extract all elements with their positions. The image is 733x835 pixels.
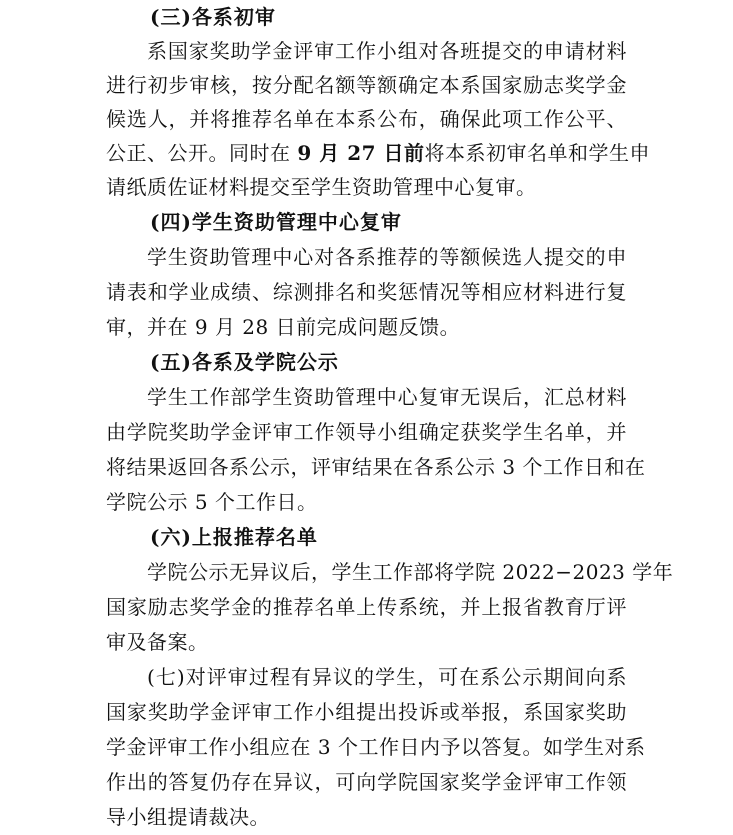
section-3-line-2: 进行初步审核，按分配名额等额确定本系国家励志奖学金 (106, 73, 627, 97)
section-3-line-4-post: 将本系初审名单和学生申 (424, 141, 650, 165)
section-4-line-3: 审，并在 9 月 28 日前完成问题反馈。 (106, 315, 461, 339)
section-3-line-3: 候选人，并将推荐名单在本系公布，确保此项工作公平、 (106, 107, 627, 131)
section-3-line-4-pre: 公正、公开。同时在 (106, 141, 298, 165)
section-5-line-3: 将结果返回各系公示，评审结果在各系公示 3 个工作日和在 (106, 455, 646, 479)
section-7-line-3: 学金评审工作小组应在 3 个工作日内予以答复。如学生对系 (106, 735, 646, 759)
section-6-line-3: 审及备案。 (106, 630, 209, 654)
section-3-deadline: 9 月 27 日前 (297, 141, 425, 165)
section-4-heading: (四)学生资助管理中心复审 (150, 210, 402, 234)
section-7-line-1: (七)对评审过程有异议的学生，可在系公示期间向系 (147, 665, 627, 689)
section-7-line-2: 国家奖助学金评审工作小组提出投诉或举报，系国家奖助 (106, 700, 627, 724)
section-3-line-5: 请纸质佐证材料提交至学生资助管理中心复审。 (106, 175, 537, 199)
section-6-line-1: 学院公示无异议后，学生工作部将学院 2022−2023 学年 (147, 560, 674, 584)
section-6-line-2: 国家励志奖学金的推荐名单上传系统，并上报省教育厅评 (106, 595, 627, 619)
section-4-line-2: 请表和学业成绩、综测排名和奖惩情况等相应材料进行复 (106, 280, 627, 304)
section-7-line-5: 导小组提请裁决。 (106, 805, 270, 829)
section-6-heading: (六)上报推荐名单 (150, 525, 318, 549)
section-7-line-4: 作出的答复仍存在异议，可向学院国家奖学金评审工作领 (106, 770, 627, 794)
section-5-line-1: 学生工作部学生资助管理中心复审无误后，汇总材料 (147, 385, 627, 409)
section-5-line-2: 由学院奖助学金评审工作领导小组确定获奖学生名单，并 (106, 420, 627, 444)
section-3-line-1: 系国家奖助学金评审工作小组对各班提交的申请材料 (147, 39, 627, 63)
section-3-line-4 (106, 136, 650, 170)
section-4-line-1: 学生资助管理中心对各系推荐的等额候选人提交的申 (147, 245, 627, 269)
section-3-heading: (三)各系初审 (150, 5, 276, 29)
section-5-line-4: 学院公示 5 个工作日。 (106, 490, 318, 514)
section-5-heading: (五)各系及学院公示 (150, 350, 339, 374)
